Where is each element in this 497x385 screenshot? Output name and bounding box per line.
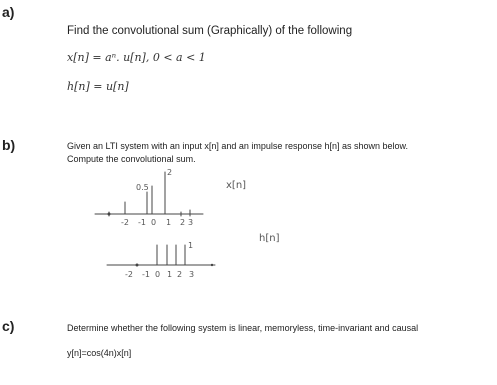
h-tick-label: -2 [125, 270, 133, 279]
x-signal-title: x[n] [226, 180, 247, 191]
x-value-label-small: 0.5 [136, 183, 149, 192]
h-sample-dot [136, 264, 139, 267]
x-tick-label: 3 [188, 218, 194, 227]
x-tick-label: 1 [166, 218, 172, 227]
x-tick-label: -1 [138, 218, 146, 227]
part-c-line-2: y[n]=cos(4n)x[n] [67, 348, 132, 358]
h-tick-label: 3 [189, 270, 195, 279]
h-tick-label: 0 [155, 270, 161, 279]
part-c-label: c) [2, 318, 15, 334]
part-a-equation-x: x[n] = aⁿ. u[n], 0 < a < 1 [67, 51, 206, 64]
h-tick-label: 1 [167, 270, 173, 279]
h-tick-label: -1 [142, 270, 150, 279]
h-value-label: 1 [188, 241, 194, 250]
x-sample-dot [108, 213, 111, 216]
x-tick-label: 0 [151, 218, 157, 227]
h-signal-title: h[n] [259, 233, 280, 244]
x-value-label-big: 2 [167, 168, 173, 177]
part-b-label: b) [2, 137, 16, 153]
x-tick-label: 2 [180, 218, 186, 227]
h-tick-label: 2 [177, 270, 183, 279]
part-a-label: a) [2, 4, 15, 20]
part-a-equation-h: h[n] = u[n] [67, 80, 129, 93]
h-sample-dot [211, 264, 213, 266]
part-b-line-2: Compute the convolutional sum. [67, 154, 196, 164]
part-a-intro: Find the convolutional sum (Graphically) of the following [67, 25, 353, 37]
x-tick-label: -2 [121, 218, 129, 227]
part-c-line-1: Determine whether the following system is linear, memoryless, time-invariant and causal [67, 323, 419, 333]
part-b-line-1: Given an LTI system with an input x[n] and an impulse response h[n] as shown below. [67, 141, 409, 151]
